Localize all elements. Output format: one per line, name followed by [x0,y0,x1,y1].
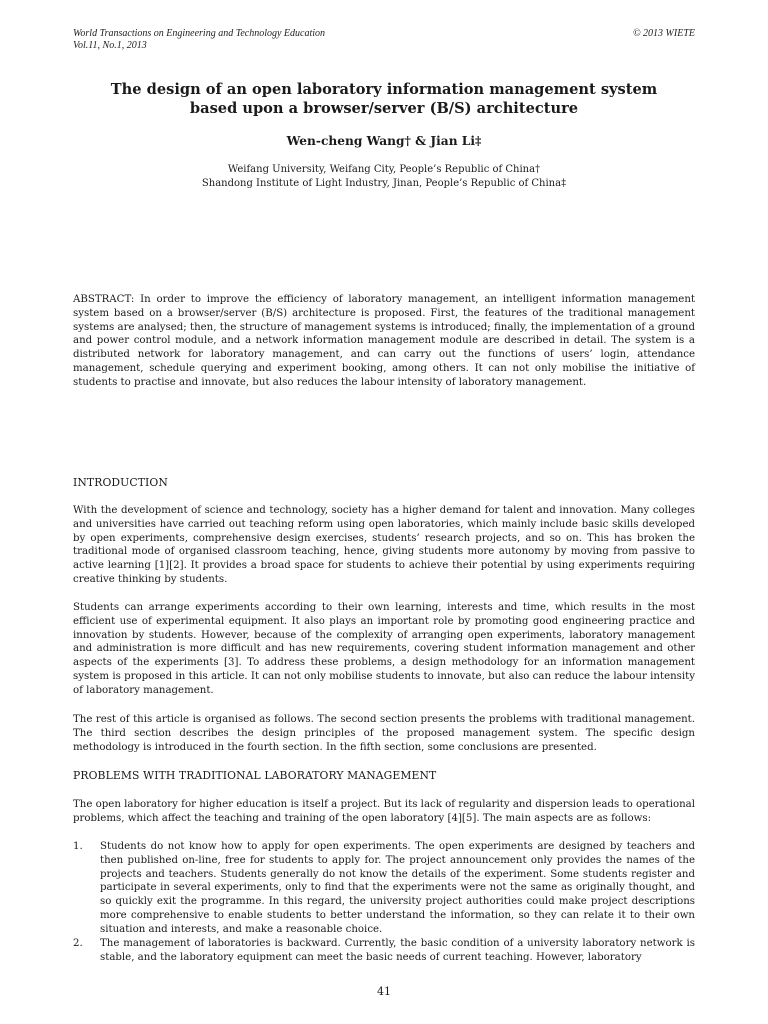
list-item-number: 2. [73,938,83,949]
affiliation-1: Weifang University, Weifang City, People’s Republic of China† [227,164,541,175]
section-heading-introduction: INTRODUCTION [73,476,168,489]
section-heading-problems: PROBLEMS WITH TRADITIONAL LABORATORY MANAGEMENT [73,769,437,782]
intro-paragraph-2: Students can arrange experiments according to their own learning, interests and time, which results in the most efficient use of experimental equipment. It also plays an important role by promoting good engineering practice and innovation by students. However, because of the complexity of arranging open experiments, laboratory management and administration is more difficult and has new requirements, covering student information management and other aspects of the experiments [3]. To address these problems, a design methodology for an information management system is proposed in this article. It can not only mobilise students to innovate, but also can reduce the labour intensity of laboratory management. [73,602,695,696]
page-number: 41 [377,985,391,998]
list-item-text: The management of laboratories is backward. Currently, the basic condition of a university laboratory network is stable, and the laboratory equipment can meet the basic needs of current teaching. However, laboratory [100,938,695,963]
affiliations [60,163,708,191]
journal-volume: Vol.11, No.1, 2013 [73,40,147,51]
paper-title [60,80,708,118]
list-item [73,840,695,937]
title-line-2: based upon a browser/server (B/S) architecture [189,100,579,117]
running-header [73,28,493,52]
intro-paragraph-3: The rest of this article is organised as follows. The second section presents the problems with traditional management. The third section describes the design principles of the proposed management system. The specific design methodology is introduced in the fourth section. In the fifth section, some conclusions are presented. [73,714,695,753]
problems-paragraph: The open laboratory for higher education is itself a project. But its lack of regularity and dispersion leads to operational problems, which affect the teaching and training of the open laboratory [4][5]. The main aspects are as follows: [73,799,695,824]
title-line-1: The design of an open laboratory information management system [110,81,658,98]
author-list: Wen-cheng Wang† & Jian Li‡ [286,134,482,148]
list-item-text: Students do not know how to apply for open experiments. The open experiments are designed by teachers and then published on-line, free for students to apply for. The project announcement only provides the names of the projects and teachers. Students generally do not know the details of the experiment. Some students register and participate in several experiments, only to find that the experiments were not the same as originally thought, and so quickly exit the programme. In this regard, the university project authorities could make project descriptions more comprehensive to enable students to better understand the information, so they can relate it to their own situation and interests, and make a reasonable choice. [100,841,695,935]
list-item [73,937,695,965]
intro-paragraph-1: With the development of science and technology, society has a higher demand for talent and innovation. Many colleges and universities have carried out teaching reform using open laboratories, which mainly include basic skills developed by open experiments, comprehensive design exercises, students’ research projects, and so on. This has broken the traditional mode of organised classroom teaching, hence, giving students more autonomy by moving from passive to active learning [1][2]. It provides a broad space for students to achieve their potential by using experiments requiring creative thinking by students. [73,505,695,585]
abstract: ABSTRACT: In order to improve the efficiency of laboratory management, an intelligent information management system based on a browser/server (B/S) architecture is proposed. First, the features of the traditional management systems are analysed; then, the structure of management systems is introduced; finally, the implementation of a ground and power control module, and a network information management module are described in detail. The system is a distributed network for laboratory management, and can carry out the functions of users’ login, attendance management, schedule querying and experiment booking, among others. It can not only mobilise the initiative of students to practise and innovate, but also reduces the labour intensity of laboratory management. [73,294,695,388]
copyright-notice: © 2013 WIETE [632,28,695,39]
journal-name: World Transactions on Engineering and Technology Education [73,28,326,39]
list-item-number: 1. [73,841,83,852]
affiliation-2: Shandong Institute of Light Industry, Jinan, People’s Republic of China‡ [201,178,567,189]
